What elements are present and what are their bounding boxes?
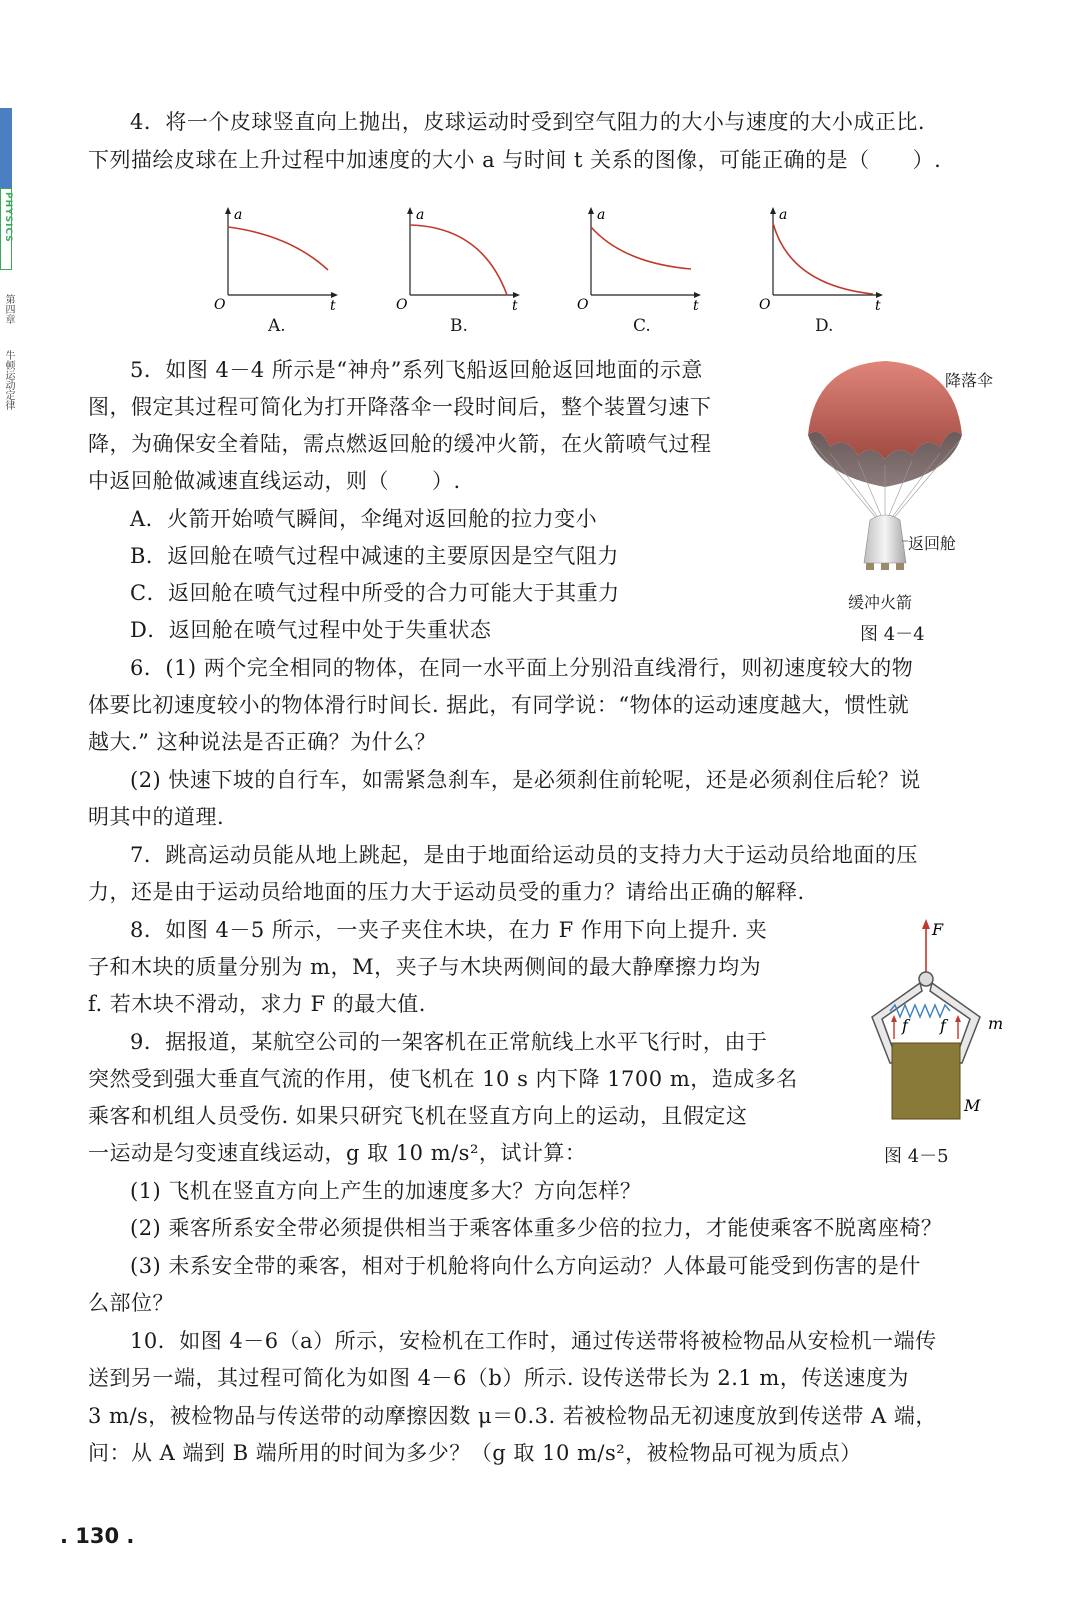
graph-a-curve xyxy=(228,227,328,270)
parachute-label: 降落伞 xyxy=(945,371,994,390)
q9-line3: 乘客和机组人员受伤. 如果只研究飞机在竖直方向上的运动，且假定这 xyxy=(88,1104,748,1128)
q10-line2: 送到另一端，其过程可简化为如图 4－6（b）所示. 设传送带长为 2.1 m，传送速度为 xyxy=(88,1366,909,1390)
q6-line1: 6．(1) 两个完全相同的物体，在同一水平面上分别沿直线滑行，则初速度较大的物 xyxy=(130,656,914,680)
force-label: F xyxy=(932,920,944,939)
graph-c xyxy=(573,205,703,320)
graph-a-origin: O xyxy=(214,297,226,313)
figure-4-4-caption: 图 4－4 xyxy=(860,624,925,645)
return-capsule xyxy=(864,515,906,563)
graph-d-axis-x: t xyxy=(875,298,881,314)
sidebar-chapter: 第四章 xyxy=(3,294,14,324)
graph-c-label: C. xyxy=(633,316,651,336)
graph-d-origin: O xyxy=(759,297,771,313)
q8-line3: f. 若木块不滑动，求力 F 的最大值. xyxy=(88,992,426,1016)
q4-line1: 4．将一个皮球竖直向上抛出，皮球运动时受到空气阻力的大小与速度的大小成正比. xyxy=(130,110,926,134)
parachute-canopy xyxy=(808,361,962,459)
graph-a-axis-x: t xyxy=(330,298,336,314)
rocket-label: 缓冲火箭 xyxy=(848,593,913,612)
graph-c-curve xyxy=(591,227,691,269)
q5-line4: 中返回舱做减速直线运动，则（ ）. xyxy=(88,469,461,493)
graph-d-axis-y: a xyxy=(779,207,788,223)
friction-label-left: f xyxy=(902,1016,908,1035)
q7-line1: 7．跳高运动员能从地上跳起，是由于地面给运动员的支持力大于运动员给地面的压 xyxy=(130,843,918,867)
graph-a-label: A. xyxy=(268,316,286,336)
graph-c-origin: O xyxy=(577,297,589,313)
rocket-nozzle-left xyxy=(866,563,874,570)
q9-sub1: (1) 飞机在竖直方向上产生的加速度多大？方向怎样？ xyxy=(130,1179,642,1203)
q5-option-a: A．火箭开始喷气瞬间，伞绳对返回舱的拉力变小 xyxy=(130,507,598,531)
q5-option-c: C．返回舱在喷气过程中所受的合力可能大于其重力 xyxy=(130,581,620,605)
sidebar-blue-tab xyxy=(0,108,12,188)
q10-line1: 10．如图 4－6（a）所示，安检机在工作时，通过传送带将被检物品从安检机一端传 xyxy=(130,1329,937,1353)
graph-a-y-arrow xyxy=(225,207,231,214)
graph-b-axis-x: t xyxy=(512,298,518,314)
graph-a xyxy=(210,205,340,320)
sidebar-chapter-title: 牛顿运动定律 xyxy=(3,350,14,410)
q5-line1: 5．如图 4－4 所示是“神舟”系列飞船返回舱返回地面的示意 xyxy=(130,358,703,382)
q9-sub2: (2) 乘客所系安全带必须提供相当于乘客体重多少倍的拉力，才能使乘客不脱离座椅？ xyxy=(130,1216,943,1240)
q10-line3: 3 m/s，被检物品与传送带的动摩擦因数 μ＝0.3. 若被检物品无初速度放到传送带 A 端， xyxy=(88,1404,937,1428)
sidebar-physics-label: PHYSICS xyxy=(3,192,13,243)
graph-c-axis-y: a xyxy=(597,207,606,223)
q10-line4: 问：从 A 端到 B 端所用的时间为多少？（g 取 10 m/s²，被检物品可视为质点） xyxy=(88,1441,862,1465)
page-number: . 130 . xyxy=(60,1524,135,1548)
q5-line3: 降，为确保安全着陆，需点燃返回舱的缓冲火箭，在火箭喷气过程 xyxy=(88,432,712,456)
q9-sub3-cont: 么部位？ xyxy=(88,1291,174,1315)
graph-b-axis-y: a xyxy=(416,207,425,223)
clamp-mass-label: m xyxy=(988,1014,1004,1033)
graph-b xyxy=(392,205,522,320)
q6-line3: 越大.” 这种说法是否正确？为什么？ xyxy=(88,730,437,754)
graph-d-curve xyxy=(773,223,873,294)
friction-label-right: f xyxy=(940,1016,946,1035)
graph-c-axis-x: t xyxy=(693,298,699,314)
q9-line1: 9．据报道，某航空公司的一架客机在正常航线上水平飞行时，由于 xyxy=(130,1030,768,1054)
q6-line2: 体要比初速度较小的物体滑行时间长. 据此，有同学说：“物体的运动速度越大，惯性就 xyxy=(88,693,910,717)
q9-line2: 突然受到强大垂直气流的作用，使飞机在 10 s 内下降 1700 m，造成多名 xyxy=(88,1067,798,1091)
clamp-pivot xyxy=(919,972,933,986)
q9-line4: 一运动是匀变速直线运动，g 取 10 m/s²，试计算： xyxy=(88,1141,587,1165)
q5-option-d: D．返回舱在喷气过程中处于失重状态 xyxy=(130,618,492,642)
q5-option-b: B．返回舱在喷气过程中减速的主要原因是空气阻力 xyxy=(130,544,619,568)
graph-d xyxy=(755,205,885,320)
figure-4-5-caption: 图 4－5 xyxy=(884,1146,949,1167)
graph-c-y-arrow xyxy=(588,207,594,214)
q6-line4: (2) 快速下坡的自行车，如需紧急刹车，是必须刹住前轮呢，还是必须刹住后轮？说 xyxy=(130,768,921,792)
q5-line2: 图，假定其过程可简化为打开降落伞一段时间后，整个装置匀速下 xyxy=(88,395,712,419)
graph-b-label: B. xyxy=(450,316,468,336)
q7-line2: 力，还是由于运动员给地面的压力大于运动员受的重力？请给出正确的解释. xyxy=(88,880,805,904)
block-mass-label: M xyxy=(964,1096,981,1115)
q4-line2: 下列描绘皮球在上升过程中加速度的大小 a 与时间 t 关系的图像，可能正确的是（ ）. xyxy=(88,148,942,172)
q9-sub3: (3) 未系安全带的乘客，相对于机舱将向什么方向运动？人体最可能受到伤害的是什 xyxy=(130,1254,921,1278)
clamp-figure xyxy=(860,915,1010,1130)
rocket-nozzle-right xyxy=(896,563,904,570)
graph-d-y-arrow xyxy=(770,207,776,214)
graph-b-origin: O xyxy=(396,297,408,313)
graph-b-curve xyxy=(410,225,507,295)
friction-arrow-right-head xyxy=(955,1015,961,1022)
q8-line1: 8．如图 4－5 所示，一夹子夹住木块，在力 F 作用下向上提升. 夹 xyxy=(130,918,768,942)
rocket-nozzle-mid xyxy=(881,563,889,570)
capsule-label: 返回舱 xyxy=(908,534,957,553)
friction-arrow-left-head xyxy=(891,1015,897,1022)
force-arrow-head xyxy=(922,919,930,929)
graph-b-y-arrow xyxy=(407,207,413,214)
q6-line5: 明其中的道理. xyxy=(88,805,225,829)
graph-a-axis-y: a xyxy=(234,207,243,223)
wood-block xyxy=(892,1043,960,1119)
q8-line2: 子和木块的质量分别为 m，M，夹子与木块两侧间的最大静摩擦力均为 xyxy=(88,955,762,979)
graph-d-label: D. xyxy=(815,316,834,336)
